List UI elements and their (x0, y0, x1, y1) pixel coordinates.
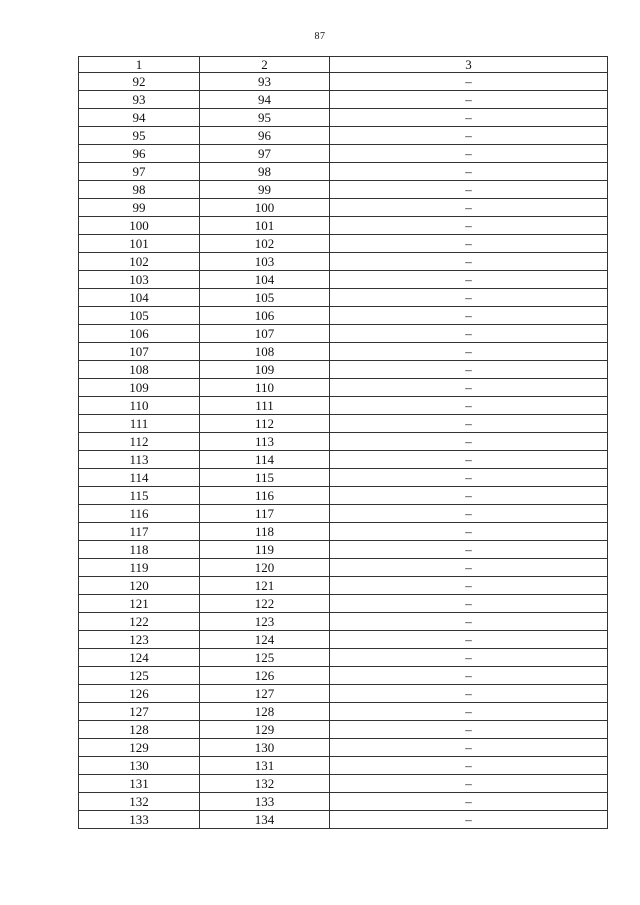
table-cell-col-1: 110 (79, 397, 200, 415)
table-cell-col-2: 99 (200, 181, 330, 199)
table-row (79, 379, 608, 397)
table-cell-col-3: – (330, 811, 608, 829)
table-cell-col-3: – (330, 667, 608, 685)
table-row (79, 667, 608, 685)
table-row (79, 649, 608, 667)
table-cell-col-1: 104 (79, 289, 200, 307)
table-row (79, 235, 608, 253)
table-body (79, 73, 608, 829)
table-cell-col-2: 118 (200, 523, 330, 541)
table-cell-col-3: – (330, 703, 608, 721)
table-row (79, 271, 608, 289)
table-row (79, 541, 608, 559)
table-cell-col-1: 120 (79, 577, 200, 595)
table-row (79, 433, 608, 451)
table-cell-col-1: 97 (79, 163, 200, 181)
table-cell-col-3: – (330, 127, 608, 145)
page-number: 87 (314, 31, 326, 42)
table-cell-col-3: – (330, 163, 608, 181)
table-cell-col-1: 131 (79, 775, 200, 793)
table-cell-col-1: 109 (79, 379, 200, 397)
table-cell-col-2: 104 (200, 271, 330, 289)
table-row (79, 415, 608, 433)
table-row (79, 343, 608, 361)
table-row (79, 91, 608, 109)
table-cell-col-1: 127 (79, 703, 200, 721)
table-row (79, 217, 608, 235)
table-header (79, 57, 608, 73)
table-row (79, 451, 608, 469)
table-row (79, 109, 608, 127)
table-cell-col-1: 102 (79, 253, 200, 271)
table-cell-col-2: 107 (200, 325, 330, 343)
table-cell-col-1: 108 (79, 361, 200, 379)
table-cell-col-3: – (330, 433, 608, 451)
table-cell-col-1: 105 (79, 307, 200, 325)
table-cell-col-2: 100 (200, 199, 330, 217)
table-row (79, 397, 608, 415)
table-row (79, 775, 608, 793)
table-cell-col-3: – (330, 523, 608, 541)
table-cell-col-2: 125 (200, 649, 330, 667)
table-cell-col-3: – (330, 397, 608, 415)
table-row (79, 73, 608, 91)
table-cell-col-1: 117 (79, 523, 200, 541)
table-row (79, 793, 608, 811)
table-cell-col-1: 111 (79, 415, 200, 433)
table-cell-col-1: 119 (79, 559, 200, 577)
table-cell-col-1: 124 (79, 649, 200, 667)
table-cell-col-3: – (330, 631, 608, 649)
table-cell-col-2: 101 (200, 217, 330, 235)
table-cell-col-1: 132 (79, 793, 200, 811)
table-cell-col-3: – (330, 559, 608, 577)
table-row (79, 289, 608, 307)
table-cell-col-2: 119 (200, 541, 330, 559)
table-row (79, 523, 608, 541)
table-cell-col-2: 127 (200, 685, 330, 703)
table-cell-col-2: 114 (200, 451, 330, 469)
table-cell-col-2: 103 (200, 253, 330, 271)
table-cell-col-3: – (330, 613, 608, 631)
table-cell-col-3: – (330, 271, 608, 289)
table-cell-col-2: 94 (200, 91, 330, 109)
table-cell-col-1: 95 (79, 127, 200, 145)
table-cell-col-2: 132 (200, 775, 330, 793)
table-cell-col-2: 96 (200, 127, 330, 145)
table-row (79, 685, 608, 703)
table-cell-col-1: 128 (79, 721, 200, 739)
table-cell-col-2: 108 (200, 343, 330, 361)
table-cell-col-2: 126 (200, 667, 330, 685)
table-row (79, 577, 608, 595)
table-cell-col-3: – (330, 379, 608, 397)
table-cell-col-1: 123 (79, 631, 200, 649)
table-cell-col-2: 110 (200, 379, 330, 397)
data-table (78, 56, 608, 829)
table-cell-col-3: – (330, 199, 608, 217)
table-cell-col-3: – (330, 91, 608, 109)
table-cell-col-2: 116 (200, 487, 330, 505)
table-cell-col-2: 113 (200, 433, 330, 451)
table-cell-col-1: 96 (79, 145, 200, 163)
table-cell-col-1: 107 (79, 343, 200, 361)
table-cell-col-3: – (330, 595, 608, 613)
table-cell-col-1: 129 (79, 739, 200, 757)
table-cell-col-2: 111 (200, 397, 330, 415)
table-cell-col-1: 122 (79, 613, 200, 631)
table-cell-col-2: 95 (200, 109, 330, 127)
table-cell-col-3: – (330, 109, 608, 127)
table-cell-col-1: 114 (79, 469, 200, 487)
table-cell-col-3: – (330, 649, 608, 667)
table-cell-col-3: – (330, 217, 608, 235)
table-cell-col-2: 97 (200, 145, 330, 163)
table-row (79, 811, 608, 829)
table-cell-col-1: 103 (79, 271, 200, 289)
table-row (79, 757, 608, 775)
table-row (79, 325, 608, 343)
table-row (79, 145, 608, 163)
table-cell-col-2: 120 (200, 559, 330, 577)
table-cell-col-2: 117 (200, 505, 330, 523)
table-cell-col-2: 102 (200, 235, 330, 253)
table-cell-col-2: 133 (200, 793, 330, 811)
table-cell-col-2: 121 (200, 577, 330, 595)
table-cell-col-1: 112 (79, 433, 200, 451)
table-cell-col-2: 134 (200, 811, 330, 829)
table-cell-col-2: 128 (200, 703, 330, 721)
table-cell-col-1: 106 (79, 325, 200, 343)
table-cell-col-2: 106 (200, 307, 330, 325)
table-cell-col-1: 98 (79, 181, 200, 199)
table-row (79, 613, 608, 631)
table-cell-col-2: 131 (200, 757, 330, 775)
table-cell-col-1: 92 (79, 73, 200, 91)
table-cell-col-3: – (330, 541, 608, 559)
column-header-2: 2 (200, 57, 330, 73)
table-cell-col-1: 118 (79, 541, 200, 559)
table-cell-col-3: – (330, 685, 608, 703)
table-row (79, 253, 608, 271)
table-cell-col-2: 129 (200, 721, 330, 739)
table-cell-col-1: 130 (79, 757, 200, 775)
table-cell-col-3: – (330, 793, 608, 811)
table-cell-col-2: 122 (200, 595, 330, 613)
table-cell-col-2: 112 (200, 415, 330, 433)
table-cell-col-2: 98 (200, 163, 330, 181)
table-cell-col-3: – (330, 307, 608, 325)
table-cell-col-1: 121 (79, 595, 200, 613)
table-row (79, 739, 608, 757)
table-cell-col-1: 125 (79, 667, 200, 685)
table-row (79, 559, 608, 577)
table-cell-col-3: – (330, 721, 608, 739)
table-cell-col-2: 93 (200, 73, 330, 91)
table-cell-col-3: – (330, 487, 608, 505)
table-row (79, 181, 608, 199)
table-row (79, 127, 608, 145)
table-cell-col-3: – (330, 73, 608, 91)
table-cell-col-1: 115 (79, 487, 200, 505)
table-row (79, 307, 608, 325)
table-cell-col-3: – (330, 361, 608, 379)
table-row (79, 721, 608, 739)
table-cell-col-2: 124 (200, 631, 330, 649)
table-cell-col-2: 105 (200, 289, 330, 307)
table-cell-col-1: 133 (79, 811, 200, 829)
table-cell-col-3: – (330, 145, 608, 163)
column-header-3: 3 (330, 57, 608, 73)
column-header-1: 1 (79, 57, 200, 73)
table-cell-col-1: 113 (79, 451, 200, 469)
table-cell-col-3: – (330, 415, 608, 433)
table-cell-col-1: 100 (79, 217, 200, 235)
table-cell-col-3: – (330, 325, 608, 343)
table-cell-col-1: 94 (79, 109, 200, 127)
table-cell-col-1: 126 (79, 685, 200, 703)
table-row (79, 361, 608, 379)
table-cell-col-3: – (330, 235, 608, 253)
table-cell-col-3: – (330, 469, 608, 487)
table-cell-col-3: – (330, 775, 608, 793)
table-cell-col-3: – (330, 739, 608, 757)
table-cell-col-3: – (330, 577, 608, 595)
table-cell-col-3: – (330, 289, 608, 307)
table-cell-col-2: 123 (200, 613, 330, 631)
table-cell-col-1: 93 (79, 91, 200, 109)
table-cell-col-1: 99 (79, 199, 200, 217)
table-cell-col-3: – (330, 181, 608, 199)
table-row (79, 199, 608, 217)
table-cell-col-1: 116 (79, 505, 200, 523)
table-cell-col-3: – (330, 343, 608, 361)
table-cell-col-2: 130 (200, 739, 330, 757)
table-cell-col-2: 109 (200, 361, 330, 379)
table-row (79, 487, 608, 505)
table-row (79, 163, 608, 181)
table-row (79, 469, 608, 487)
table-row (79, 703, 608, 721)
table-cell-col-3: – (330, 757, 608, 775)
table-cell-col-3: – (330, 253, 608, 271)
table-row (79, 595, 608, 613)
table-row (79, 631, 608, 649)
table-row (79, 505, 608, 523)
table-cell-col-2: 115 (200, 469, 330, 487)
table-cell-col-3: – (330, 451, 608, 469)
header-row (79, 57, 608, 73)
table-cell-col-3: – (330, 505, 608, 523)
table-cell-col-1: 101 (79, 235, 200, 253)
